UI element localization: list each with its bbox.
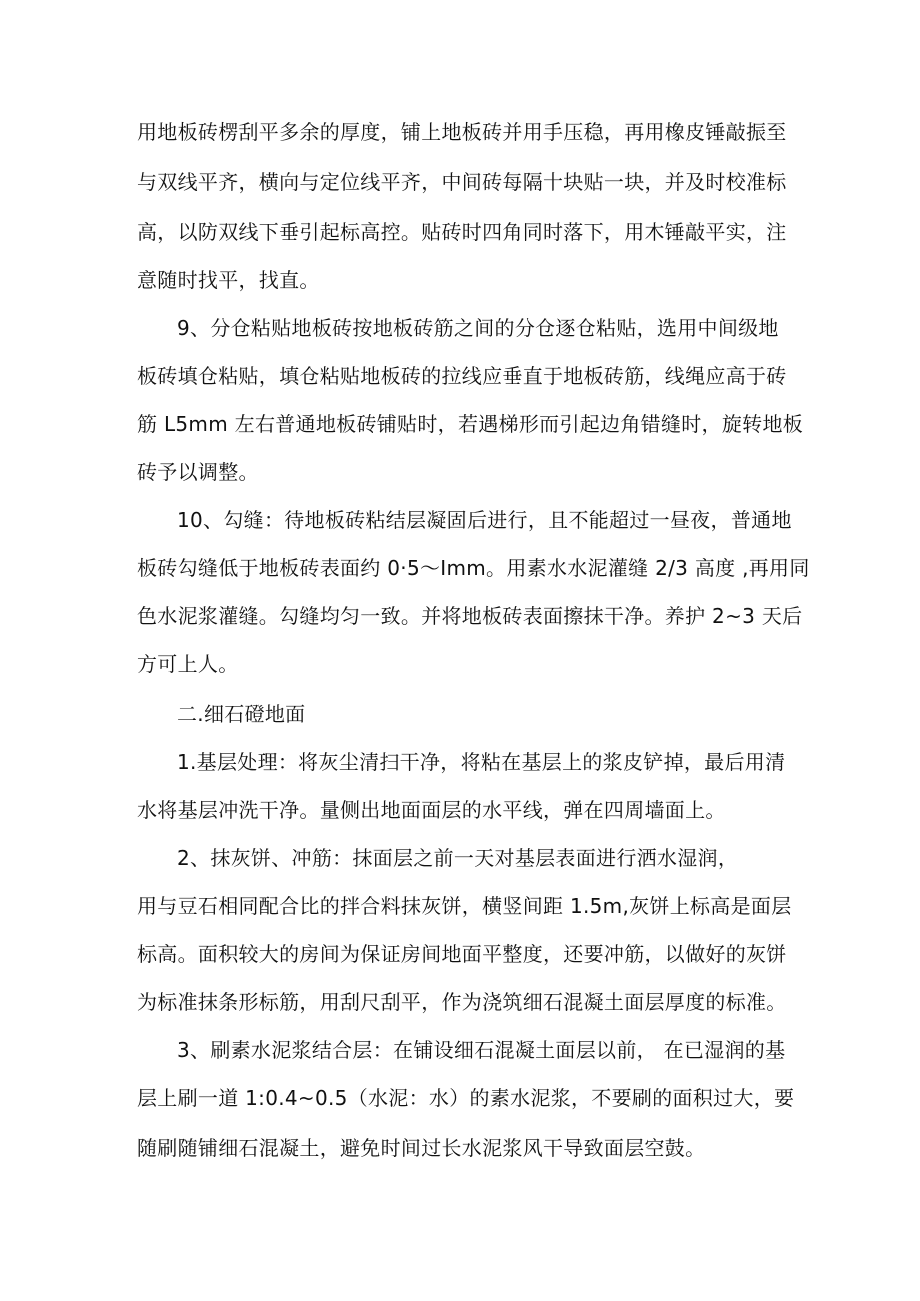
text-line: 色水泥浆灌缝。勾缝均匀一致。并将地板砖表面擦抹干净。养护 2~3 天后 bbox=[137, 604, 803, 628]
section-heading: 二.细石磴地面 bbox=[177, 702, 306, 726]
text-line: 10、勾缝：待地板砖粘结层凝固后进行，且不能超过一昼夜，普通地 bbox=[177, 508, 792, 532]
text-line: 为标准抹条形标筋，用刮尺刮平，作为浇筑细石混凝土面层厚度的标准。 bbox=[137, 990, 787, 1014]
text-line: 板砖勾缝低于地板砖表面约 0·5～Imm。用素水水泥灌缝 2/3 高度 ,再用同 bbox=[137, 556, 810, 580]
text-line: 1.基层处理：将灰尘清扫干净，将粘在基层上的浆皮铲掉，最后用清 bbox=[177, 750, 786, 774]
text-line: 2、抹灰饼、冲筋：抹面层之前一天对基层表面进行洒水湿润， bbox=[177, 846, 739, 870]
text-line: 意随时找平，找直。 bbox=[137, 268, 320, 292]
text-line: 3、刷素水泥浆结合层：在铺设细石混凝土面层以前， 在已湿润的基 bbox=[177, 1038, 786, 1062]
text-line: 与双线平齐，横向与定位线平齐，中间砖每隔十块贴一块，并及时校准标 bbox=[137, 170, 787, 194]
text-line: 标高。面积较大的房间为保证房间地面平整度，还要冲筋，以做好的灰饼 bbox=[137, 942, 787, 966]
text-line: 用与豆石相同配合比的拌合料抹灰饼，横竖间距 1.5m,灰饼上标高是面层 bbox=[137, 894, 792, 918]
text-line: 水将基层冲洗干净。量侧出地面面层的水平线，弹在四周墙面上。 bbox=[137, 798, 726, 822]
text-line: 9、分仓粘贴地板砖按地板砖筋之间的分仓逐仓粘贴，选用中间级地 bbox=[177, 316, 779, 340]
text-line: 方可上人。 bbox=[137, 652, 239, 676]
text-line: 层上刷一道 1:0.4~0.5（水泥：水）的素水泥浆，不要刷的面积过大，要 bbox=[137, 1086, 795, 1110]
text-line: 用地板砖楞刮平多余的厚度，铺上地板砖并用手压稳，再用橡皮锤敲振至 bbox=[137, 120, 787, 144]
text-line: 随刷随铺细石混凝土，避免时间过长水泥浆风干导致面层空鼓。 bbox=[137, 1136, 706, 1160]
text-line: 板砖填仓粘贴，填仓粘贴地板砖的拉线应垂直于地板砖筋，线绳应高于砖 bbox=[137, 364, 787, 388]
text-line: 筋 L5mm 左右普通地板砖铺贴时，若遇梯形而引起边角错缝时，旋转地板 bbox=[137, 412, 804, 436]
text-line: 高，以防双线下垂引起标高控。贴砖时四角同时落下，用木锤敲平实，注 bbox=[137, 220, 787, 244]
text-line: 砖予以调整。 bbox=[137, 460, 259, 484]
